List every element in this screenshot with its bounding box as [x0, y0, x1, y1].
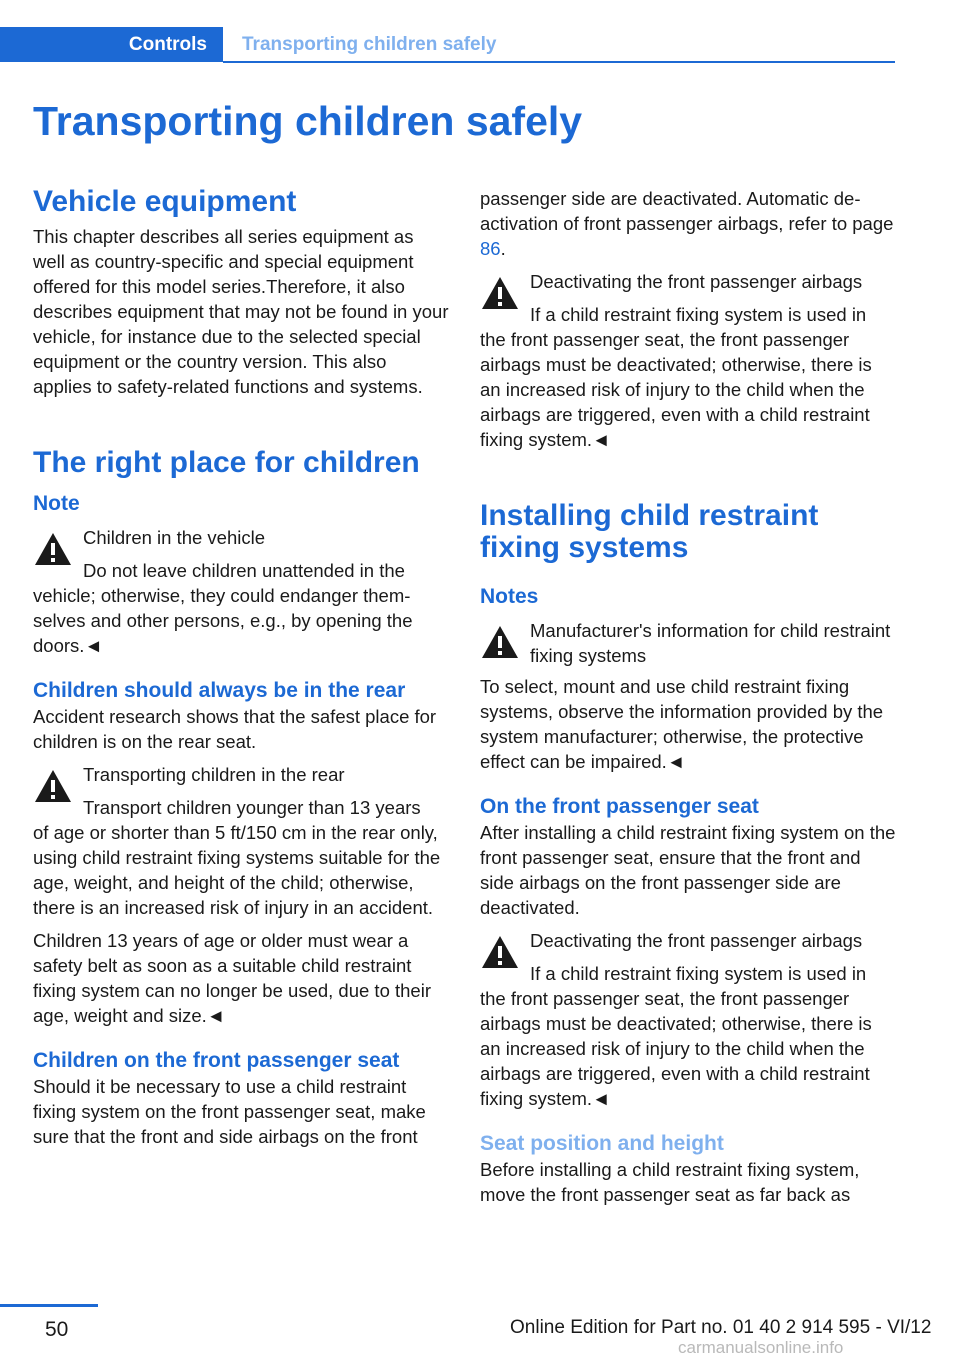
- section-tab-controls: Controls: [0, 27, 223, 62]
- heading-right-place: The right place for children: [33, 446, 420, 479]
- warning-deactivating-airbags-2: [480, 928, 897, 1111]
- right-column: [480, 186, 897, 1215]
- header-rule: [223, 61, 895, 63]
- continued-text-tail: .: [500, 238, 506, 259]
- warning-body: of age or shorter than 5 ft/150 cm in the rear only, using child restraint fixing systems suitable for the age, weight, and height of the child; otherwise, there is an increased risk of injury in an accident.: [33, 822, 441, 918]
- heading-notes: Notes: [480, 585, 539, 608]
- heading-installing: Installing child restraint fixing systems: [480, 499, 819, 564]
- page-link-86[interactable]: 86: [480, 238, 501, 259]
- warning-manufacturer-info: [480, 618, 897, 774]
- warning-triangle-icon: [33, 768, 73, 804]
- edition-text: Online Edition for Part no. 01 40 2 914 595 - VI/12: [510, 1317, 932, 1338]
- warning-triangle-icon: [33, 531, 73, 567]
- warning-lead: Do not leave children unattended in the: [83, 560, 405, 581]
- warning-title: Children in the vehicle: [83, 527, 266, 548]
- page-title: Transporting children safely: [33, 98, 583, 144]
- heading-front-passenger-seat: On the front passenger seat: [480, 795, 759, 818]
- page-number: 50: [45, 1318, 69, 1341]
- warning-children-in-vehicle: [33, 525, 449, 658]
- warning-lead: If a child restraint fixing system is used in: [530, 304, 867, 325]
- warning-triangle-icon: [480, 275, 520, 311]
- left-column: [33, 186, 449, 1157]
- warning-title: Manufacturer's information for child restraint fixing systems: [530, 620, 891, 666]
- warning-body: the front passenger seat, the front passenger airbags must be deactivated; otherwise, there is an increased risk of injury to the child when the airbags are triggered, even with a child restraint fixing system.◄: [480, 329, 872, 450]
- vehicle-equipment-text: This chapter describes all series equipment as well as country-specific and special equipment offered for this model series.Therefore, it also describes equipment that may not be found in your vehicle, for instance due to the selected special equipment or the country version. This also applies to safety-related functions and systems.: [33, 226, 449, 397]
- warning-triangle-icon: [480, 934, 520, 970]
- warning-lead: If a child restraint fixing system is used in: [530, 963, 867, 984]
- watermark: carmanualsonline.info: [678, 1338, 844, 1357]
- warning-body: the front passenger seat, the front passenger airbags must be deactivated; otherwise, there is an increased risk of injury to the child when the airbags are triggered, even with a child restraint fixing system.◄: [480, 988, 872, 1109]
- continued-text-main: passenger side are deactivated. Automatic deactivation of front passenger airbags, refer to page: [480, 188, 894, 234]
- warning-title: Deactivating the front passenger airbags: [530, 930, 863, 951]
- front-seat-text: Should it be necessary to use a child restraint fixing system on the front passenger seat, make sure that the front and side airbags on the front: [33, 1076, 426, 1147]
- heading-note: Note: [33, 492, 80, 515]
- warning-triangle-icon: [480, 624, 520, 660]
- heading-seat-position: Seat position and height: [480, 1132, 724, 1155]
- warning-transporting-rear: [33, 762, 449, 920]
- breadcrumb: Transporting children safely: [242, 33, 497, 55]
- warning-body: vehicle; otherwise, they could endanger themselves and other persons, e.g., by opening the doors.◄: [33, 585, 413, 656]
- heading-vehicle-equipment: Vehicle equipment: [33, 185, 297, 218]
- seat-position-text: Before installing a child restraint fixing system, move the front passenger seat as far back as: [480, 1159, 860, 1205]
- heading-children-rear: Children should always be in the rear: [33, 679, 406, 702]
- warning-body: To select, mount and use child restraint fixing systems, observe the information provided by the system manufacturer; otherwise, the protective effect can be impaired.◄: [480, 676, 884, 772]
- continued-text: [480, 186, 897, 261]
- front-passenger-text: After installing a child restraint fixing system on the front passenger seat, ensure that the front and side airbags on the front passenger side are deactivated.: [480, 822, 896, 918]
- warning-lead: Transport children younger than 13 years: [83, 797, 421, 818]
- heading-children-front-seat: Children on the front passenger seat: [33, 1049, 400, 1072]
- warning-title: Transporting children in the rear: [83, 764, 345, 785]
- rear-text: Accident research shows that the safest place for children is on the rear seat.: [33, 706, 437, 752]
- warning-deactivating-airbags-1: [480, 269, 897, 452]
- rear-text-2: Children 13 years of age or older must wear a safety belt as soon as a suitable child restraint fixing system can no longer be used, due to their age, weight and size.◄: [33, 930, 431, 1026]
- footer-rule: [0, 1304, 98, 1307]
- warning-title: Deactivating the front passenger airbags: [530, 271, 863, 292]
